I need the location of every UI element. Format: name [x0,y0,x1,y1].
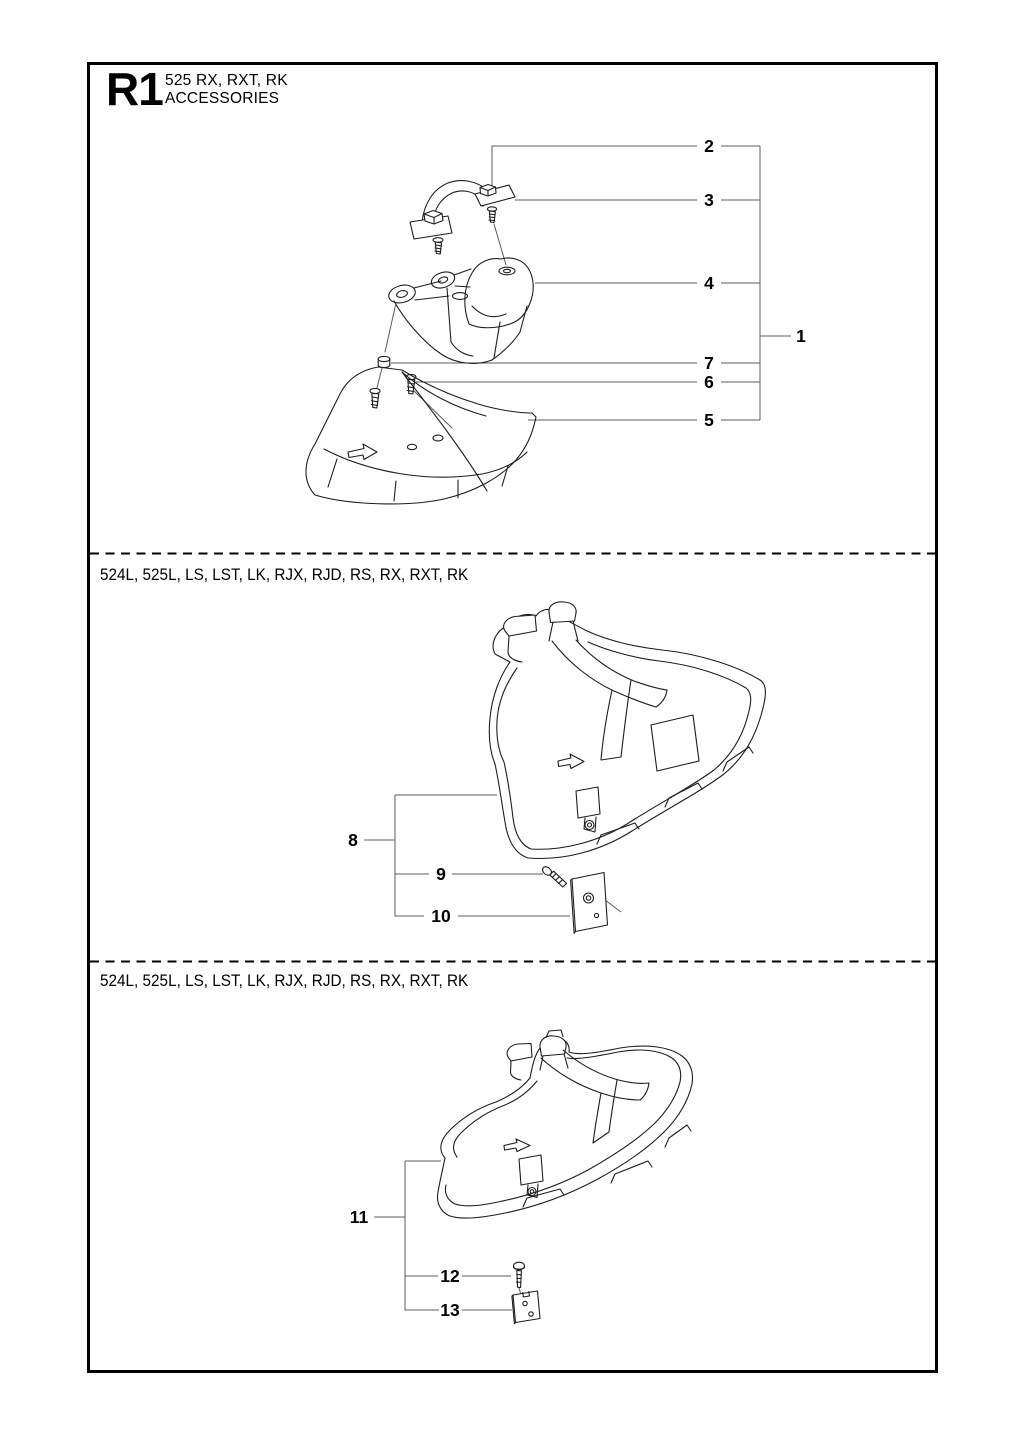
page-code: R1 [106,63,163,115]
callout-12: 12 [440,1266,460,1286]
screw-drawing-12 [514,1262,525,1287]
callout-2: 2 [704,136,714,156]
callout-11: 11 [349,1207,369,1227]
callout-5: 5 [704,410,714,430]
support-plate-drawing-13 [512,1291,540,1324]
callout-8: 8 [348,830,358,850]
direction-arrow-3 [504,1139,530,1152]
screw-drawing-9 [541,865,567,887]
guard-view-3 [350,1030,693,1324]
callout-3: 3 [704,190,714,210]
screw-drawing-left [370,388,380,408]
clamp-drawing [410,181,515,265]
callout-7: 7 [704,353,714,373]
direction-arrow-1 [348,444,377,460]
support-plate-drawing-10 [571,873,608,934]
callout-13: 13 [440,1300,460,1320]
guard-view-2 [348,602,765,933]
header-title: ACCESSORIES [165,89,280,107]
callout-9: 9 [436,864,446,884]
callout-10: 10 [431,906,451,926]
callout-4: 4 [704,273,714,293]
guard-drawing-1 [306,367,536,504]
header-models: 525 RX, RXT, RK [165,72,288,89]
guard-drawing-2 [489,602,765,859]
bracket-drawing [377,258,533,388]
exploded-view-1 [306,136,806,504]
leader-lines-3 [374,1161,521,1310]
callout-6: 6 [704,372,714,392]
section3-label: 524L, 525L, LS, LST, LK, RJX, RJD, RS, RX, RXT, RK [100,971,469,990]
direction-arrow-2 [558,754,584,769]
callout-1: 1 [796,326,806,346]
guard-drawing-3 [438,1030,693,1218]
section2-label: 524L, 525L, LS, LST, LK, RJX, RJD, RS, RX, RXT, RK [100,565,469,584]
nut-drawing [378,356,390,367]
leader-lines-1 [391,146,791,420]
